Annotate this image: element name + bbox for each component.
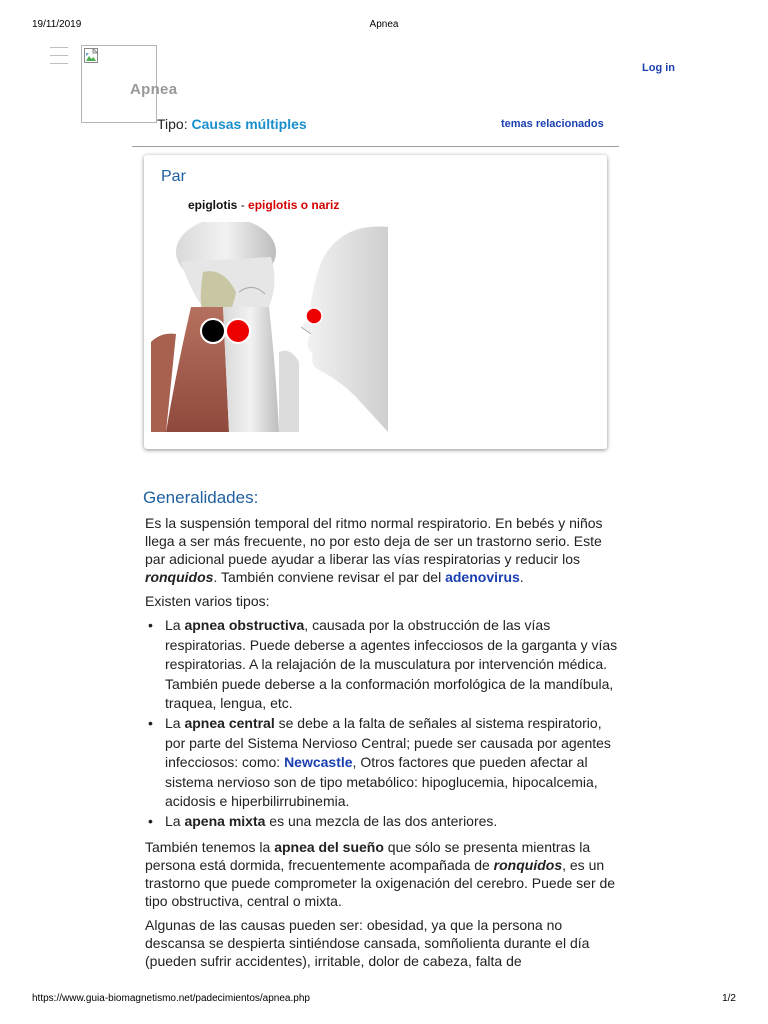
text-run: Es la suspensión temporal del ritmo normal respiratorio. En bebés y niños llega a ser más frecuente, no por esto deja de ser un trastorno serio. Este par adicional puede ayudar a liberar las vías respiratorias y reducir los	[145, 515, 603, 567]
text-run: que sólo se presenta mientras la persona está dormida, frecuentemente acompañada de	[145, 838, 591, 873]
list-item	[145, 616, 625, 714]
text-run: , causada por la obstrucción de las vías respiratorias. Puede deberse a agentes infecciosos de la garganta y vías respiratorias. A la relajación de la musculatura por intervención médica. También puede deberse a la conformación morfológica de la mandíbula, traquea, lengua, etc.	[165, 617, 618, 712]
text-run: se debe a la falta de señales al sistema respiratorio, por parte del Sistema Nervioso Central; puede ser causada por agentes infecciosos: como:	[165, 714, 611, 771]
print-title: Apnea	[369, 19, 399, 30]
article-content	[145, 514, 625, 976]
text-run: La	[165, 714, 185, 731]
bold-term: apnea central	[184, 714, 275, 731]
paragraph-sleep-apnea	[145, 838, 625, 910]
print-date: 19/11/2019	[32, 19, 82, 30]
tipo-row	[157, 116, 307, 132]
text-run: .	[519, 569, 524, 585]
list-item	[145, 812, 625, 832]
pair-points	[188, 198, 339, 212]
anatomy-illustration	[151, 222, 388, 432]
emphasis-ronquidos: ronquidos	[493, 856, 563, 873]
pair-card-title: Par	[161, 168, 186, 185]
bold-term: apena mixta	[184, 812, 266, 829]
paragraph-types: Existen varios tipos:	[145, 593, 270, 609]
related-topics-link[interactable]: temas relacionados	[501, 118, 604, 130]
adenovirus-link[interactable]: adenovirus	[445, 569, 520, 585]
point-b: epiglotis o nariz	[248, 198, 340, 212]
tipo-label: Tipo:	[157, 116, 188, 132]
header-divider	[132, 146, 619, 147]
text-run: La	[165, 812, 185, 829]
text-run: También tenemos la	[145, 838, 275, 855]
broken-image-icon	[84, 48, 100, 64]
text-run: , Otros factores que pueden afectar al sistema nervioso son de tipo metabólico: hipoglucemia, hipocalcemia, acidosis e hiperbilirrubinemia.	[165, 754, 598, 810]
bold-term: apnea del sueño	[274, 838, 384, 855]
newcastle-link[interactable]: Newcastle	[284, 754, 353, 771]
text-run: . También conviene revisar el par del	[213, 569, 446, 585]
list-item	[145, 714, 625, 812]
black-point-marker	[201, 319, 225, 343]
text-run: es una mezcla de las dos anteriores.	[265, 812, 498, 829]
print-page-number: 1/2	[722, 993, 736, 1004]
bold-term: apnea obstructiva	[184, 617, 305, 633]
text-run: La	[165, 617, 185, 633]
site-name: Apnea	[130, 81, 178, 98]
paragraph-causes: Algunas de las causas pueden ser: obesidad, ya que la persona no descansa se despierta sintiéndose cansada, somñolienta durante el día (pueden sufrir accidentes), irritable, dolor de cabeza, falta de	[145, 916, 590, 969]
nose-point-marker	[306, 308, 322, 324]
pair-card	[144, 155, 607, 449]
section-heading: Generalidades:	[143, 488, 259, 507]
login-link[interactable]: Log in	[642, 62, 675, 74]
point-a: epiglotis	[188, 198, 238, 212]
pair-separator: -	[240, 198, 245, 212]
tipo-value[interactable]: Causas múltiples	[191, 116, 307, 132]
profile-face	[301, 226, 388, 432]
emphasis-ronquidos: ronquidos	[145, 569, 214, 585]
print-url: https://www.guia-biomagnetismo.net/padecimientos/apnea.php	[32, 993, 310, 1004]
apnea-types-list	[145, 616, 625, 832]
text-run: , es un trastorno que puede comprometer la oxigenación del cerebro. Puede ser de tipo obstructiva, central o mixta.	[145, 856, 616, 909]
paragraph-intro	[145, 514, 625, 586]
red-point-marker	[226, 319, 250, 343]
hamburger-icon[interactable]	[50, 46, 70, 68]
